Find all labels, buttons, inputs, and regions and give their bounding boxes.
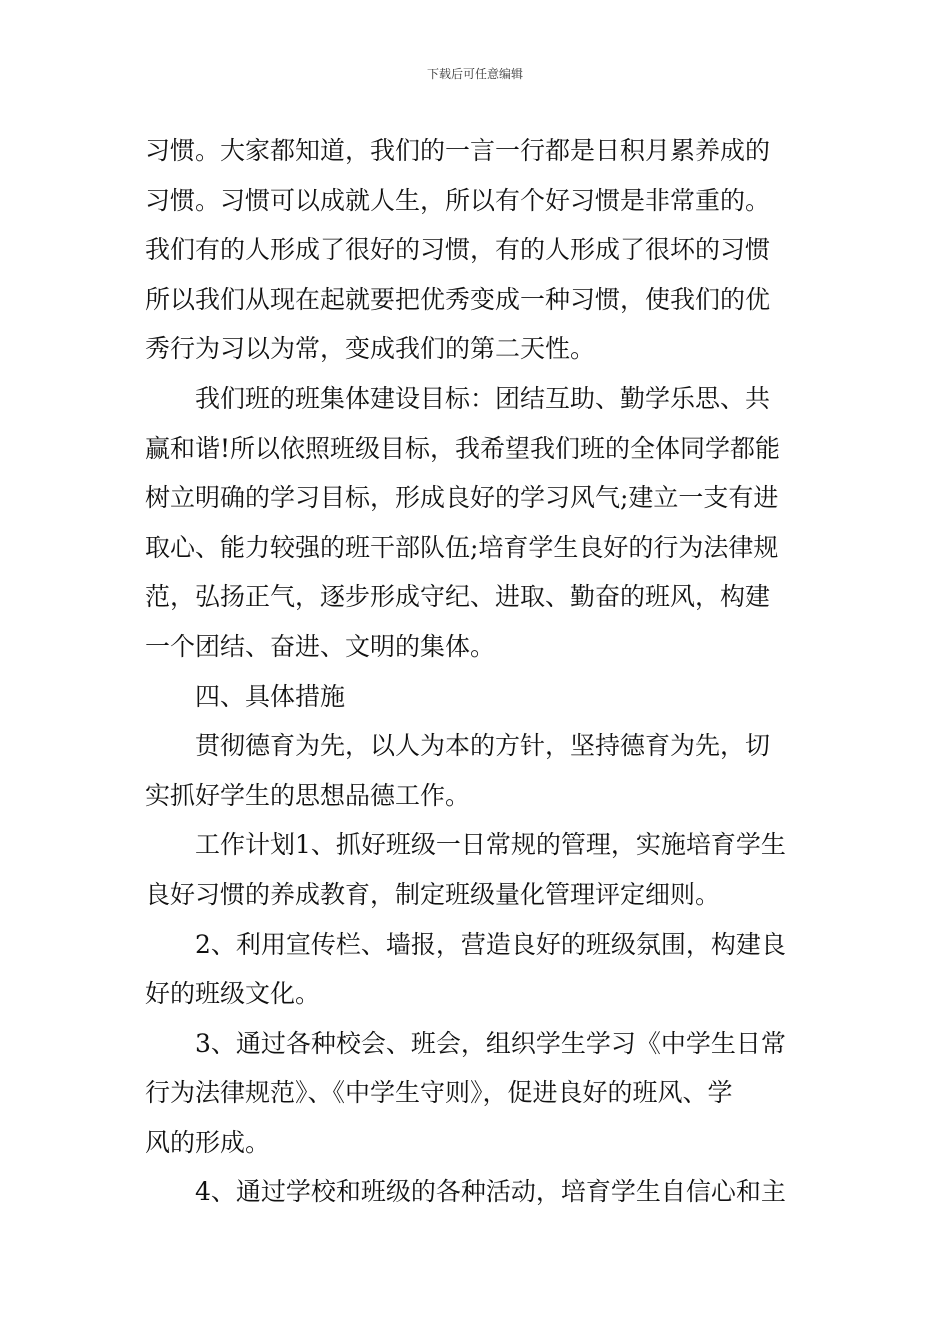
text-line: 良好习惯的养成教育，制定班级量化管理评定细则。	[145, 879, 721, 909]
paragraph-start-line: 3、通过各种校会、班会，组织学生学习《中学生日常	[195, 1028, 786, 1058]
section-heading: 四、具体措施	[195, 681, 346, 711]
text-line: 习惯。习惯可以成就人生，所以有个好习惯是非常重的。	[145, 185, 771, 215]
text-line: 习惯。大家都知道，我们的一言一行都是日积月累养成的	[145, 136, 771, 165]
paragraph-start-line: 2、利用宣传栏、墙报，营造良好的班级氛围，构建良	[195, 929, 786, 959]
document-body	[145, 126, 810, 1217]
text-line: 一个团结、奋进、文明的集体。	[145, 631, 496, 661]
text-line: 我们有的人形成了很好的习惯，有的人形成了很坏的习惯	[145, 235, 771, 265]
text-line: 赢和谐!所以依照班级目标，我希望我们班的全体同学都能	[145, 433, 781, 463]
page-header: 下载后可任意编辑	[426, 67, 523, 81]
text-line: 所以我们从现在起就要把优秀变成一种习惯，使我们的优	[145, 284, 771, 314]
text-line: 树立明确的学习目标，形成良好的学习风气;建立一支有进	[145, 483, 779, 513]
text-line: 实抓好学生的思想品德工作。	[145, 780, 471, 810]
text-line: 行为法律规范》、《中学生守则》，促进良好的班风、学	[145, 1078, 733, 1108]
text-line: 秀行为习以为常，变成我们的第二天性。	[145, 334, 596, 364]
paragraph-start-line: 4、通过学校和班级的各种活动，培育学生自信心和主	[195, 1177, 786, 1207]
text-line: 风的形成。	[145, 1127, 271, 1157]
text-line: 取心、能力较强的班干部队伍;培育学生良好的行为法律规	[145, 532, 779, 562]
text-line: 好的班级文化。	[145, 979, 321, 1009]
paragraph-start-line: 工作计划1、抓好班级一日常规的管理，实施培育学生	[195, 830, 786, 860]
paragraph-start-line: 贯彻德育为先，以人为本的方针，坚持德育为先，切	[195, 731, 771, 761]
text-line: 范，弘扬正气，逐步形成守纪、进取、勤奋的班风，构建	[145, 582, 771, 612]
paragraph-start-line: 我们班的班集体建设目标：团结互助、勤学乐思、共	[195, 383, 771, 413]
